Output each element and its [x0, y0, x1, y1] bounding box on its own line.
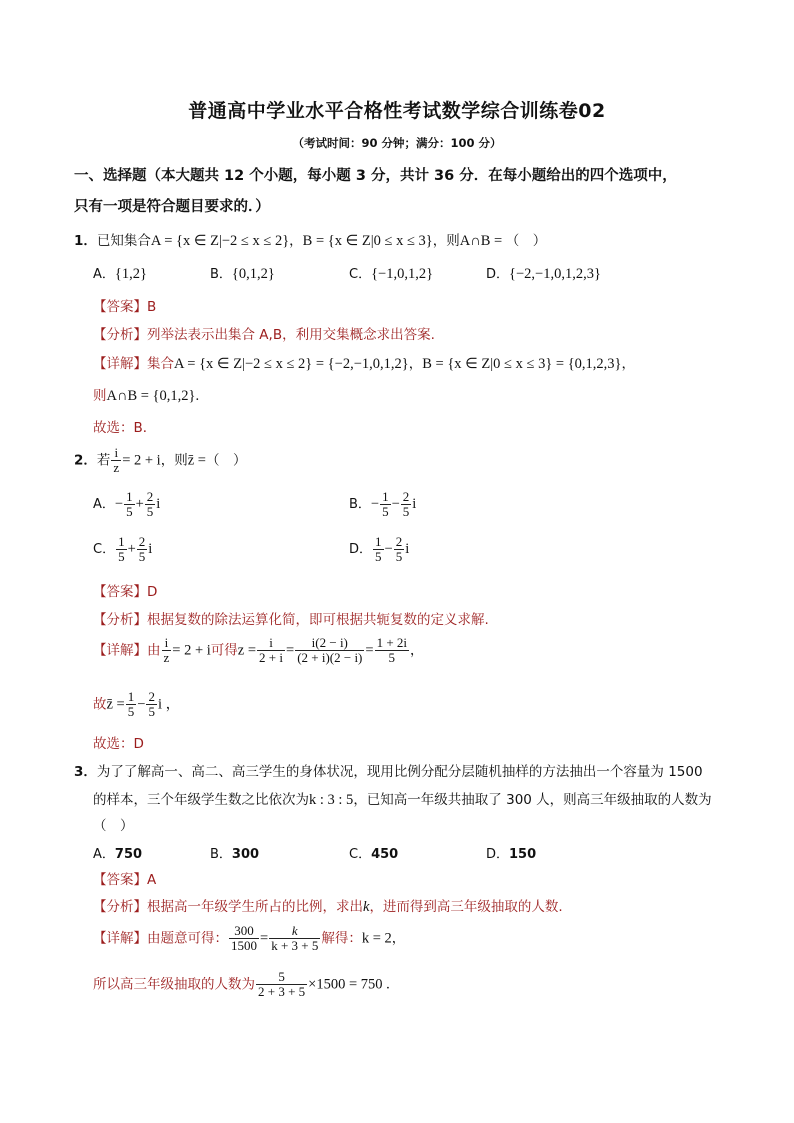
fraction — [295, 636, 364, 665]
set-expression: A = {x ∈ Z|−2 ≤ x ≤ 2} — [150, 233, 290, 249]
answer-value: D — [147, 584, 158, 600]
option-label: A． — [93, 267, 115, 282]
answer-line — [93, 580, 157, 600]
option-value: {−2,−1,0,1,2,3} — [509, 266, 601, 282]
fraction — [257, 636, 285, 665]
page-subtitle: （考试时间：90 分钟；满分：100 分） — [292, 136, 502, 150]
answer-blank: （ ） — [93, 818, 134, 834]
option-c — [349, 263, 433, 283]
numerator: 300 — [229, 924, 259, 939]
option-a — [93, 490, 160, 519]
punctuation: ， — [410, 642, 424, 659]
analysis-line — [93, 608, 489, 628]
denominator: 5 — [395, 549, 403, 564]
fraction — [380, 490, 391, 519]
denominator: 5 — [402, 504, 410, 519]
numerator: 1 — [126, 489, 133, 504]
ratio-expression: k : 3 : 5 — [309, 792, 354, 808]
option-d — [349, 535, 409, 564]
question-text: ，已知高一年级共抽取了 300 人，则高三年级抽取的人数为 — [353, 792, 712, 808]
detail-math: ×1500 = 750 . — [308, 976, 390, 993]
question-text: 已知集合 — [96, 233, 151, 249]
question-text: 的样本，三个年级学生数之比依次为 — [93, 792, 309, 808]
question-number: 1． — [74, 233, 97, 249]
denominator: 2 + i — [259, 650, 283, 665]
fraction — [145, 490, 156, 519]
imag-unit: i — [156, 496, 161, 512]
option-b — [210, 263, 275, 283]
punctuation: ， — [408, 356, 423, 372]
conjugate-symbol: z̄ = — [187, 452, 206, 469]
conclusion-line — [93, 970, 390, 999]
denominator: 5 — [148, 704, 155, 719]
answer-value: B — [147, 299, 157, 315]
fraction — [269, 924, 320, 953]
question-3-stem-line2 — [93, 788, 712, 809]
operator: − — [391, 496, 400, 512]
detail-math: B = {x ∈ Z|0 ≤ x ≤ 3} = {0,1,2,3} — [422, 356, 622, 372]
operator: − — [137, 696, 146, 713]
detail-text: 所以高三年级抽取的人数为 — [93, 976, 255, 993]
answer-blank: （ ） — [505, 233, 547, 249]
detail-tag: 【详解】 — [93, 642, 147, 659]
analysis-tag: 【分析】 — [93, 612, 147, 628]
detail-tag: 【详解】 — [93, 930, 147, 947]
operator: + — [127, 541, 136, 557]
page-title: 普通高中学业水平合格性考试数学综合训练卷02 — [188, 100, 606, 122]
denominator: z — [113, 460, 120, 475]
option-label: A． — [93, 847, 115, 862]
choice-line: 故选：D — [93, 736, 144, 752]
fraction — [137, 535, 148, 564]
analysis-line — [93, 895, 563, 916]
option-d — [486, 843, 536, 862]
variable-k: k — [363, 899, 370, 915]
option-a — [93, 263, 147, 283]
option-label: D． — [486, 847, 510, 862]
punctuation: ， — [391, 930, 406, 947]
fraction — [162, 636, 172, 665]
analysis-tag: 【分析】 — [93, 327, 147, 343]
fraction — [401, 490, 412, 519]
option-label: B． — [349, 497, 371, 512]
option-b — [349, 490, 416, 519]
option-value: 750 — [114, 847, 143, 862]
numerator: i — [111, 446, 121, 461]
denominator: 5 — [388, 650, 396, 665]
numerator: i — [162, 636, 172, 651]
conclusion-line — [93, 690, 180, 719]
question-1-stem — [74, 229, 546, 250]
equation-rhs: = 2 + i — [122, 452, 161, 469]
denominator: z — [163, 650, 170, 665]
numerator: i(2 − i) — [295, 636, 364, 651]
denominator: (2 + i)(2 − i) — [297, 650, 363, 665]
fraction — [146, 690, 157, 719]
option-label: C． — [93, 542, 116, 557]
option-label: B． — [210, 847, 232, 862]
option-label: B． — [210, 267, 232, 282]
answer-tag: 【答案】 — [93, 872, 147, 888]
option-label: C． — [349, 847, 372, 862]
numerator: 1 + 2i — [376, 635, 408, 650]
detail-math: = 2 + i — [172, 642, 211, 659]
denominator: 1500 — [231, 938, 257, 953]
fraction — [111, 446, 121, 475]
sign: − — [114, 496, 124, 512]
question-2-stem — [74, 446, 246, 475]
option-a — [93, 843, 142, 862]
numerator: 1 — [375, 534, 382, 549]
numerator: i — [257, 636, 285, 651]
punctuation: ， — [289, 233, 303, 249]
answer-tag: 【答案】 — [93, 584, 147, 600]
detail-line — [93, 352, 635, 373]
choice-line: 故选：B． — [93, 420, 157, 436]
operator: = — [260, 930, 269, 947]
answer-tag: 【答案】 — [93, 299, 147, 315]
option-value: {1,2} — [114, 266, 147, 282]
detail-line — [93, 924, 405, 953]
fraction — [116, 535, 127, 564]
answer-value: A — [147, 872, 157, 888]
detail-text: 故 — [93, 696, 107, 713]
detail-text: 集合 — [147, 356, 174, 372]
option-value: 450 — [371, 847, 399, 862]
denominator: 5 — [382, 504, 389, 519]
option-value: {−1,0,1,2} — [371, 266, 434, 282]
numerator: 1 — [118, 534, 125, 549]
denominator: 5 — [138, 549, 146, 564]
option-c — [93, 535, 152, 564]
fraction — [124, 490, 135, 519]
denominator: 5 — [126, 504, 133, 519]
option-value: {0,1,2} — [231, 266, 275, 282]
fraction — [256, 970, 307, 999]
fraction — [229, 924, 259, 953]
question-text: 若 — [96, 452, 111, 469]
option-b — [210, 843, 259, 862]
numerator: 2 — [402, 489, 410, 504]
intersection-expression: A∩B = — [459, 233, 506, 249]
analysis-line — [93, 323, 435, 343]
numerator: k — [269, 924, 320, 939]
answer-line — [93, 868, 156, 888]
detail-math: z = — [237, 642, 257, 659]
section-heading-line1: 一、选择题（本大题共 12 个小题，每小题 3 分，共计 36 分．在每小题给出的四个选项中， — [74, 168, 677, 184]
numerator: 1 — [127, 689, 135, 704]
question-number: 3． — [74, 764, 97, 780]
denominator: k + 3 + 5 — [271, 938, 319, 953]
analysis-text: ，进而得到高三年级抽取的人数. — [369, 899, 563, 915]
analysis-text: 根据高一年级学生所占的比例，求出 — [147, 899, 363, 915]
section-heading-line2: 只有一项是符合题目要求的．） — [74, 199, 270, 215]
operator: + — [135, 496, 144, 512]
question-3-stem-line1 — [74, 760, 703, 780]
question-text: 为了了解高一、高二、高三学生的身体状况，现用比例分配分层随机抽样的方法抽出一个容量为 1500 — [96, 764, 703, 780]
numerator: 2 — [138, 534, 146, 549]
numerator: 2 — [146, 489, 154, 504]
detail-line: 【详解】由 $\frac{i}{z}$ = 2 + i可得z = $\frac{i}{2 + i}$ = $\frac{i(2 - i)}{(2 + i)(2 - i)}$ = $\frac{1 + 2i}{5}$ ， — [93, 635, 424, 665]
numerator: 1 — [382, 489, 389, 504]
detail-math: z̄ = — [106, 696, 125, 713]
fraction — [375, 636, 409, 665]
option-value: 150 — [509, 847, 537, 862]
analysis-text: 根据复数的除法运算化简，即可根据共轭复数的定义求解. — [147, 612, 489, 628]
detail-math: A = {x ∈ Z|−2 ≤ x ≤ 2} = {−2,−1,0,1,2} — [174, 356, 409, 372]
option-label: D． — [486, 267, 510, 282]
analysis-tag: 【分析】 — [93, 899, 147, 915]
answer-line — [93, 295, 156, 315]
imag-unit: i — [405, 541, 410, 557]
option-c — [349, 843, 398, 862]
punctuation: ， — [621, 356, 636, 372]
denominator: 5 — [146, 504, 154, 519]
option-label: A． — [93, 497, 115, 512]
detail-text: 可得 — [210, 642, 238, 659]
detail-text: 则 — [93, 388, 107, 404]
option-label: D． — [349, 542, 373, 557]
sign: − — [370, 496, 380, 512]
fraction — [394, 535, 405, 564]
denominator: 5 — [127, 704, 135, 719]
numerator: 5 — [256, 970, 307, 985]
set-expression: B = {x ∈ Z|0 ≤ x ≤ 3} — [302, 233, 433, 249]
detail-math: k = 2 — [361, 930, 392, 947]
question-number: 2． — [74, 452, 97, 469]
detail-text: 解得： — [321, 930, 362, 947]
detail-text: 由题意可得： — [147, 930, 228, 947]
answer-blank: （ ） — [205, 452, 247, 469]
detail-math: i ， — [157, 696, 181, 713]
detail-text: 由 — [147, 642, 161, 659]
fraction — [373, 535, 384, 564]
option-d — [486, 263, 601, 283]
option-label: C． — [349, 267, 372, 282]
imag-unit: i — [148, 541, 153, 557]
question-text: ，则 — [432, 233, 460, 249]
imag-unit: i — [412, 496, 417, 512]
denominator: 5 — [118, 549, 125, 564]
numerator: 2 — [148, 689, 155, 704]
question-text: ，则 — [160, 452, 188, 469]
detail-line-2 — [93, 384, 199, 405]
numerator: 2 — [395, 534, 403, 549]
analysis-text: 列举法表示出集合 A,B，利用交集概念求出答案. — [147, 327, 435, 343]
detail-tag: 【详解】 — [93, 356, 147, 372]
denominator: 5 — [375, 549, 382, 564]
operator: − — [384, 541, 393, 557]
fraction — [126, 690, 137, 719]
detail-math: A∩B = {0,1,2}. — [106, 388, 200, 404]
denominator: 2 + 3 + 5 — [258, 984, 306, 999]
option-value: 300 — [231, 847, 260, 862]
